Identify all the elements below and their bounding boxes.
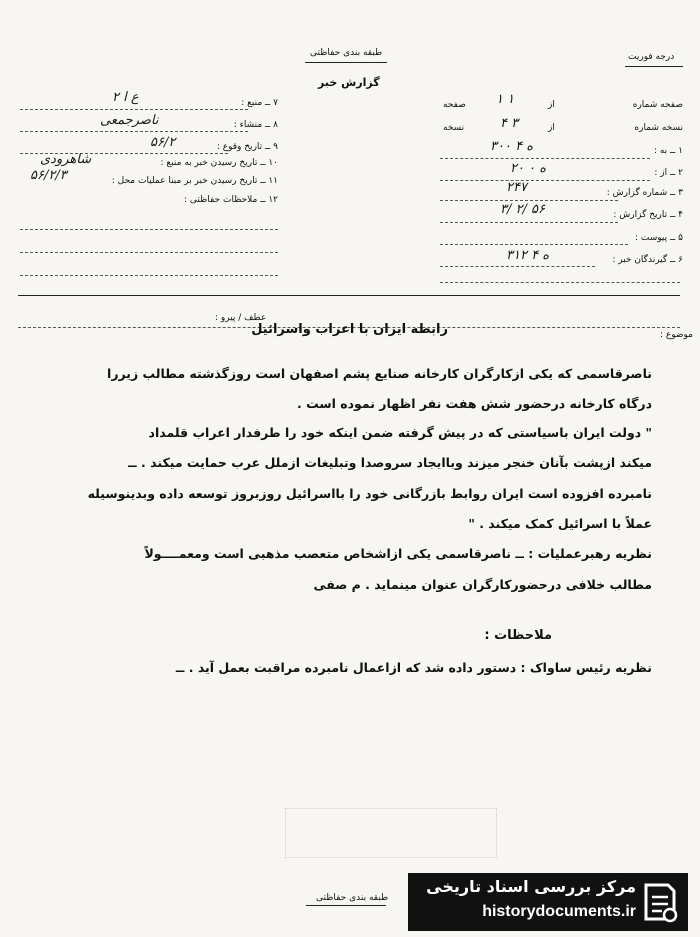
report-number-label: ۳ ــ شماره گزارش : (606, 188, 683, 198)
from-value: ۲۰ ه ۰ (510, 161, 547, 176)
remarks-text: نظریه رئیس ساواک : دستور داده شد که ازاعمال نامبرده مراقبت بعمل آید . ــ (175, 660, 652, 675)
body-line-4: میکند ازپشت بآنان خنجر میزند وباایجاد سروصدا وتبلیغات ازملل عرب حمایت میکند . ــ (128, 455, 652, 470)
subject-text: رابطه ایران با اعراب واسرائیل (251, 322, 448, 337)
recipients-value: ۳۱۲ ه ۴ (506, 248, 550, 263)
field-origin-value: ناصرجمعی (100, 113, 159, 128)
field-security-notes-label: ۱۲ ــ ملاحظات حفاظتی : (183, 195, 278, 205)
page-number-value: ۱ ۱ (496, 92, 515, 107)
page-number-suffix: صفحه (443, 100, 466, 110)
classification-bottom: طبقه بندی حفاظتی (316, 893, 389, 903)
reference-label: عطف / پیرو : (215, 313, 267, 323)
field-occurrence-date-label: ۹ ــ تاریخ وقوع : (216, 142, 278, 152)
watermark-logo (408, 873, 688, 931)
field-news-to-source-value: شاهرودی (40, 152, 92, 167)
header-divider (18, 295, 680, 296)
field-occurrence-date-value: ۵۶/۲ (150, 135, 176, 150)
field-line (440, 180, 650, 181)
field-line (440, 244, 628, 245)
copy-number-mid: از (548, 123, 555, 133)
faded-stamp (285, 808, 497, 858)
copy-number-value: ۴ ۳ (500, 116, 519, 131)
assessment-line-2: مطالب خلافی درحضورکارگران عنوان مینماید . م صفی (313, 577, 652, 592)
field-line (20, 229, 278, 230)
field-line (20, 131, 248, 132)
body-line-1: ناصرقاسمی که یکی ازکارگران کارخانه صنایع پشم اصفهان است روزگذشته مطالب زیررا (107, 366, 652, 381)
remarks-label: ملاحظات : (484, 628, 552, 643)
urgency-label: درجه فوریت (628, 52, 675, 62)
classification-top: طبقه بندی حفاظتی (310, 48, 383, 58)
field-line (440, 282, 680, 283)
report-date-label: ۴ ــ تاریخ گزارش : (613, 210, 683, 220)
copy-number-label: نسخه شماره (634, 123, 683, 133)
field-news-to-base-label: ۱۱ ــ تاریخ رسیدن خبر بر مبنا عملیات محل : (111, 176, 278, 186)
field-line (440, 222, 618, 223)
recipients-label: ۶ ــ گیرندگان خبر : (612, 255, 683, 265)
field-line (20, 109, 248, 110)
page-number-mid: از (548, 100, 555, 110)
urgency-underline (625, 66, 683, 67)
body-line-5: نامبرده افزوده است ایران روابط بازرگانی خود را بااسرائیل روزبروز توسعه داده وبدینوسیله (87, 486, 652, 501)
field-origin-label: ۸ ــ منشاء : (233, 120, 278, 130)
body-line-3: " دولت ایران باسیاستی که در پیش گرفته ضمن اینکه خود را طرفدار اعراب قلمداد (148, 425, 652, 440)
report-date-value: ۳/ ۲/ ۵۶ (500, 202, 545, 217)
field-news-to-base-value: ۵۶/۲/۳ (30, 168, 67, 183)
field-line (20, 275, 278, 276)
body-line-6: عملاً با اسرائیل کمک میکند . " (468, 516, 652, 531)
copy-number-suffix: نسخه (443, 123, 465, 133)
assessment-line-1: نظریه رهبرعملیات : ــ ناصرقاسمی یکی ازاشخاص متعصب مذهبی است ومعمــــولاً (144, 546, 652, 561)
field-source-value: ع ا ۲ (112, 90, 139, 105)
page-number-label: صفحه شماره (632, 100, 683, 110)
field-line (440, 200, 618, 201)
field-line (20, 252, 278, 253)
form-title: گزارش خبر (318, 76, 380, 89)
report-number-value: ۲۴۷ (506, 180, 527, 195)
subject-label: موضوع : (659, 330, 693, 340)
to-value: ۳۰۰ ه ۴ (490, 139, 534, 154)
field-news-to-source-label: ۱۰ ــ تاریخ رسیدن خبر به منبع : (160, 158, 278, 168)
to-label: ۱ ــ به : (653, 146, 683, 156)
field-line (440, 266, 595, 267)
classification-bottom-underline (306, 905, 386, 906)
watermark-title: مرکز بررسی اسناد تاریخی (426, 877, 636, 896)
from-label: ۲ ــ از : (654, 168, 683, 178)
field-line (440, 158, 650, 159)
field-source-label: ۷ ــ منبع : (241, 98, 278, 108)
watermark-url: historydocuments.ir (482, 903, 636, 920)
document-icon (640, 881, 680, 923)
classification-top-underline (305, 62, 387, 63)
attachment-label: ۵ ــ پیوست : (635, 233, 683, 243)
body-line-2: درگاه کارخانه درحضور شش هفت نفر اظهار نموده است . (296, 396, 652, 411)
